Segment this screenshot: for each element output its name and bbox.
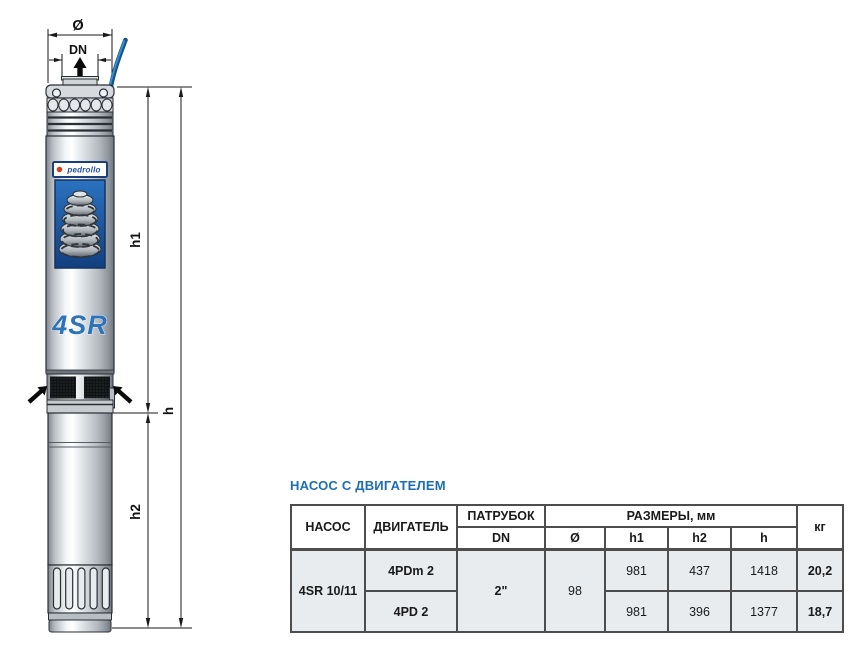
col-header-h1: h1 bbox=[605, 527, 668, 550]
col-header-h2: h2 bbox=[668, 527, 731, 550]
cell-h1-1: 981 bbox=[605, 591, 668, 632]
h-dim-label: h bbox=[161, 406, 176, 416]
col-header-h: h bbox=[731, 527, 797, 550]
suction-screen-left bbox=[51, 377, 76, 398]
diameter-dim-label: Ø bbox=[72, 18, 84, 34]
cell-diameter-value: 98 bbox=[545, 550, 605, 633]
dimension-heights bbox=[112, 87, 192, 628]
brand-dot-icon bbox=[57, 167, 63, 173]
inlet-arrow-left-icon bbox=[28, 386, 48, 404]
pump-head-scallop-ring bbox=[47, 98, 113, 112]
cell-kg-0: 20,2 bbox=[797, 550, 843, 592]
col-header-dn: DN bbox=[457, 527, 545, 550]
dn-dim-label: DN bbox=[68, 43, 88, 57]
cell-h-0: 1418 bbox=[731, 550, 797, 592]
pump-ribbed-collar bbox=[47, 112, 113, 136]
motor-slotted-base bbox=[48, 565, 112, 613]
inlet-arrow-right-icon bbox=[113, 386, 133, 404]
bolt-hole-right bbox=[100, 89, 108, 97]
pump-dimensional-drawing bbox=[0, 0, 240, 650]
impeller-picture bbox=[55, 180, 105, 268]
cell-h2-0: 437 bbox=[668, 550, 731, 592]
cell-dn-value: 2" bbox=[457, 550, 545, 633]
table-row bbox=[291, 550, 843, 592]
col-header-pump: НАСОС bbox=[291, 505, 365, 550]
cell-pump-model: 4SR 10/11 bbox=[291, 550, 365, 633]
brand-label bbox=[53, 162, 107, 177]
section-title: НАСОС С ДВИГАТЕЛЕМ bbox=[290, 478, 446, 493]
cell-h2-1: 396 bbox=[668, 591, 731, 632]
bolt-hole-left bbox=[53, 89, 61, 97]
col-header-motor: ДВИГАТЕЛЬ bbox=[365, 505, 457, 550]
h2-dim-label: h2 bbox=[128, 504, 143, 520]
cell-h-1: 1377 bbox=[731, 591, 797, 632]
bottom-cap-ring bbox=[49, 613, 112, 620]
cell-kg-1: 18,7 bbox=[797, 591, 843, 632]
col-header-diameter: Ø bbox=[545, 527, 605, 550]
spec-table-block bbox=[290, 478, 842, 633]
col-header-dimensions: РАЗМЕРЫ, мм bbox=[545, 505, 797, 527]
cell-motor-0: 4PDm 2 bbox=[365, 550, 457, 592]
motor-section bbox=[48, 413, 112, 632]
cell-h1-0: 981 bbox=[605, 550, 668, 592]
dimensions-table bbox=[290, 504, 844, 633]
h1-dim-label: h1 bbox=[128, 232, 143, 248]
series-name: 4SR bbox=[52, 310, 108, 340]
suction-section bbox=[46, 370, 115, 413]
brand-name: pedrollo bbox=[67, 165, 101, 175]
cell-motor-1: 4PD 2 bbox=[365, 591, 457, 632]
header-row-1 bbox=[291, 505, 843, 527]
col-header-kg: кг bbox=[797, 505, 843, 550]
col-header-port: ПАТРУБОК bbox=[457, 505, 545, 527]
coupling-ring bbox=[47, 400, 113, 413]
suction-screen-right bbox=[85, 377, 110, 398]
bottom-cap bbox=[49, 620, 111, 632]
